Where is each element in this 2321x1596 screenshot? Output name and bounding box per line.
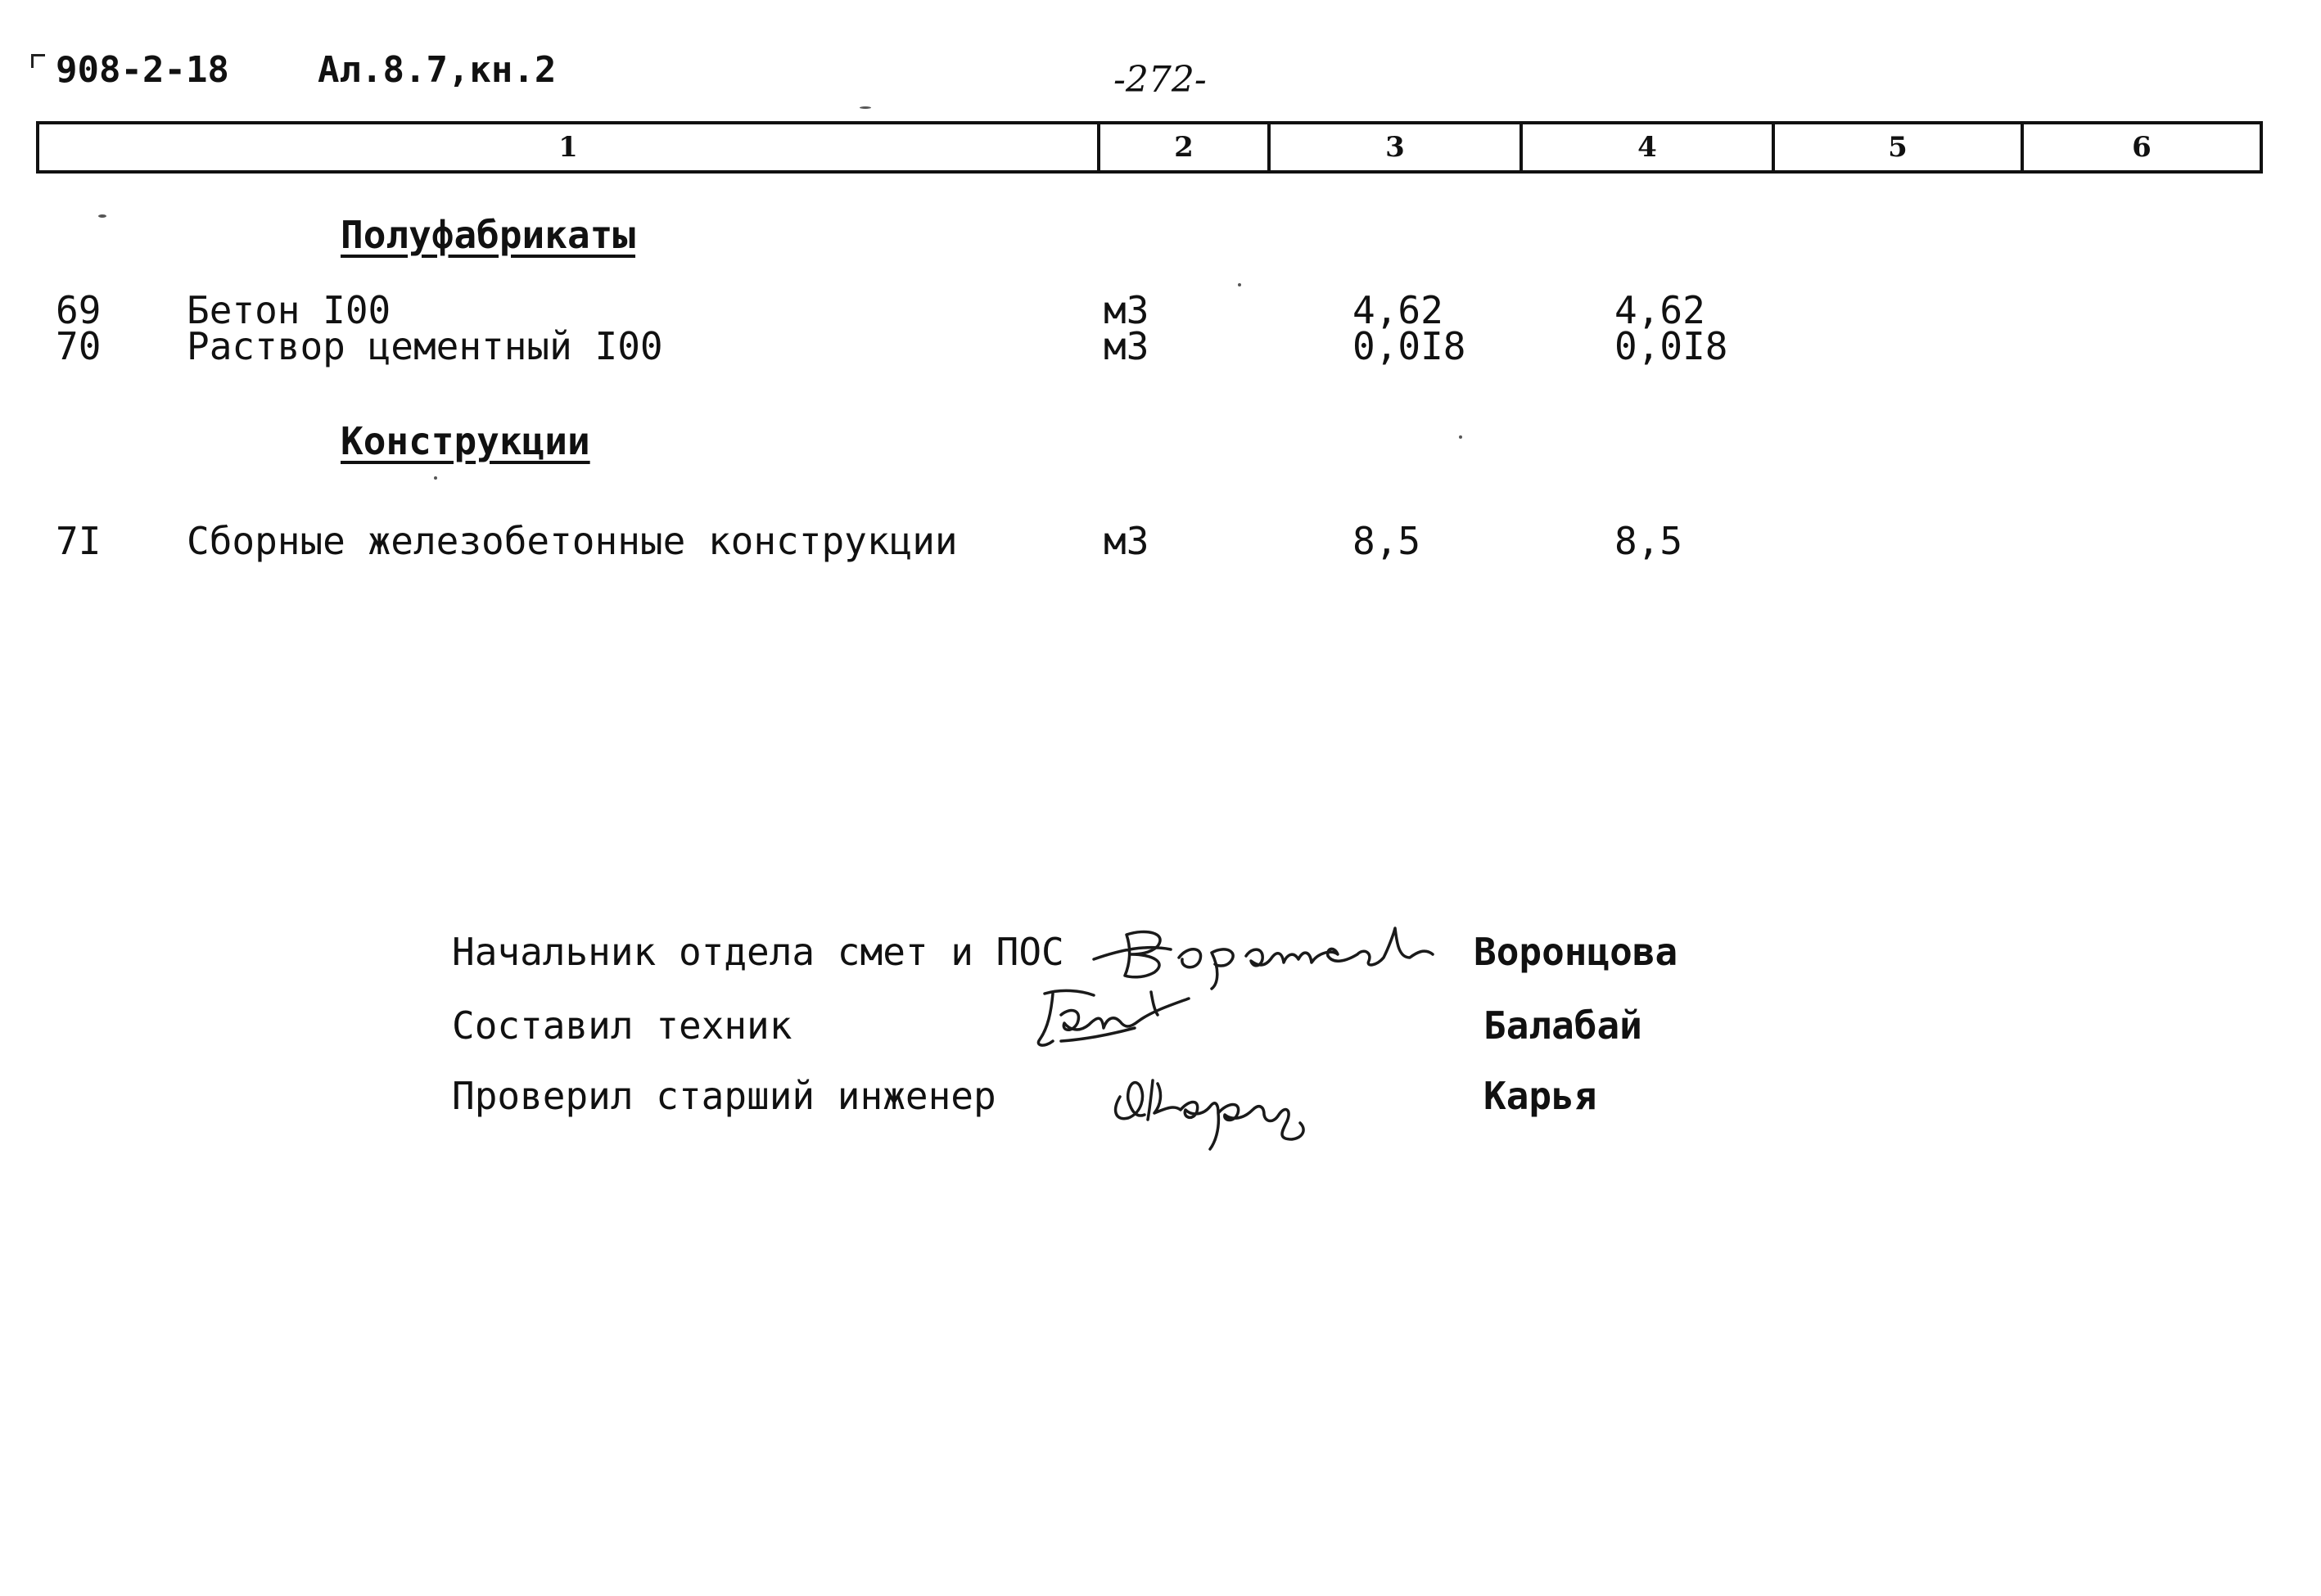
row-number: 69 bbox=[56, 288, 102, 332]
document-code: 908-2-18 bbox=[56, 49, 229, 91]
handwritten-signature-2 bbox=[1028, 982, 1241, 1064]
row-col4-value: 4,62 bbox=[1614, 288, 1705, 332]
row-number: 7I bbox=[56, 519, 102, 563]
handwritten-signature-3 bbox=[1104, 1064, 1349, 1154]
row-unit: м3 bbox=[1104, 519, 1149, 563]
row-col3-value: 0,0I8 bbox=[1352, 324, 1466, 368]
row-col4-value: 8,5 bbox=[1614, 519, 1683, 563]
column-1-header: 1 bbox=[39, 124, 1100, 170]
album-reference: Ал.8.7,кн.2 bbox=[318, 49, 557, 91]
signatory-name: Воронцова bbox=[1474, 930, 1678, 974]
column-2-header: 2 bbox=[1100, 124, 1271, 170]
row-number: 70 bbox=[56, 324, 102, 368]
signatory-role: Проверил старший инженер bbox=[452, 1074, 996, 1118]
row-col3-value: 8,5 bbox=[1352, 519, 1421, 563]
handwritten-signature-1 bbox=[1089, 917, 1482, 990]
scan-speck bbox=[98, 214, 106, 218]
page-number: -272- bbox=[1113, 59, 1207, 101]
row-col4-value: 0,0I8 bbox=[1614, 324, 1728, 368]
section-title-constructions: Конструкции bbox=[341, 419, 590, 463]
column-5-header: 5 bbox=[1775, 124, 2024, 170]
row-unit: м3 bbox=[1104, 288, 1149, 332]
corner-mark bbox=[31, 54, 45, 68]
row-name: Бетон I00 bbox=[187, 288, 391, 332]
row-name: Сборные железобетонные конструкции bbox=[187, 519, 958, 563]
row-unit: м3 bbox=[1104, 324, 1149, 368]
signatory-role: Составил техник bbox=[452, 1003, 792, 1048]
column-6-header: 6 bbox=[2132, 131, 2152, 164]
scan-speck bbox=[1459, 435, 1462, 439]
column-4-header: 4 bbox=[1523, 124, 1775, 170]
scan-speck bbox=[860, 106, 871, 109]
column-3-header: 3 bbox=[1271, 124, 1523, 170]
scan-speck bbox=[1238, 283, 1241, 286]
row-col3-value: 4,62 bbox=[1352, 288, 1443, 332]
signatory-name: Балабай bbox=[1483, 1003, 1642, 1048]
column-number-header bbox=[36, 121, 2263, 174]
signatory-role: Начальник отдела смет и ПОС bbox=[452, 930, 1064, 974]
section-title-semi-finished: Полуфабрикаты bbox=[341, 213, 636, 257]
scan-speck bbox=[434, 476, 437, 480]
row-name: Раствор цементный I00 bbox=[187, 324, 663, 368]
signatory-name: Карья bbox=[1483, 1074, 1597, 1118]
